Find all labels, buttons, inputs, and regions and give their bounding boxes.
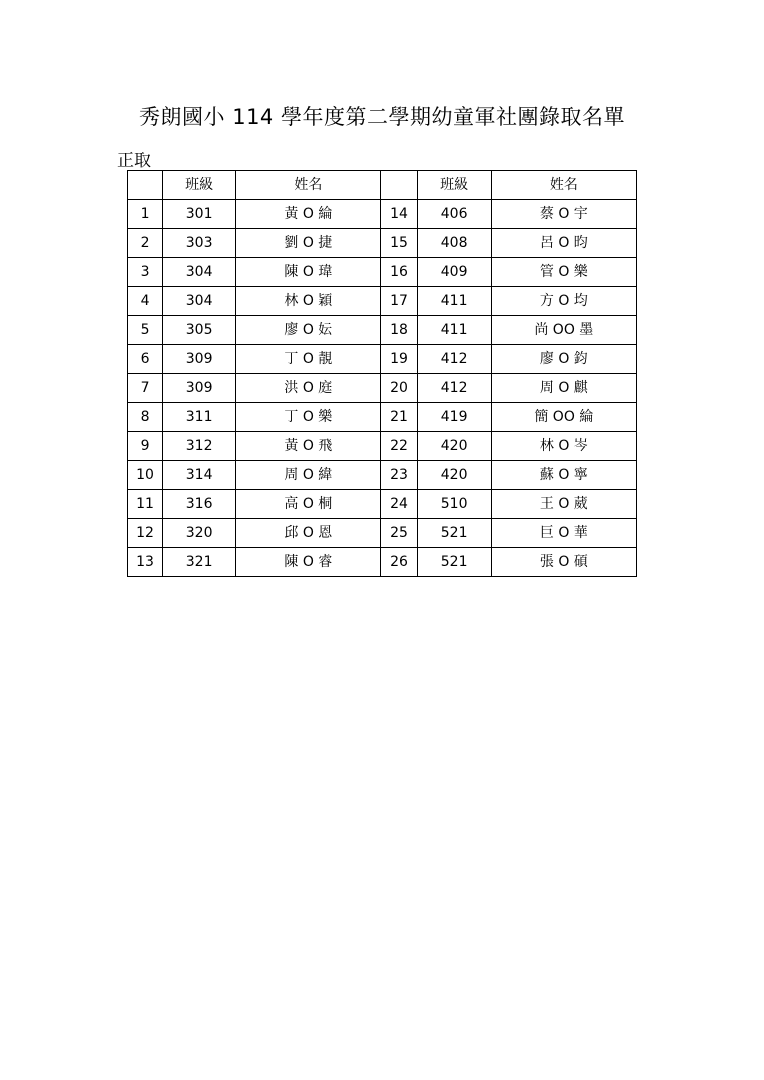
name-cell-left: 邱 O 恩 [236,519,381,548]
class-cell-left: 303 [163,229,236,258]
class-cell-right: 521 [417,548,491,577]
row-number-right: 22 [381,432,417,461]
table-header-row [128,171,637,200]
header-name-right: 姓名 [491,171,636,200]
table-row [128,287,637,316]
name-cell-left: 林 O 穎 [236,287,381,316]
row-number-left: 3 [128,258,163,287]
name-cell-right: 林 O 岑 [491,432,636,461]
row-number-right: 14 [381,200,417,229]
row-number-left: 8 [128,403,163,432]
class-cell-left: 314 [163,461,236,490]
page-title: 秀朗國小 114 學年度第二學期幼童軍社團錄取名單 [139,105,625,129]
name-cell-right: 廖 O 鈞 [491,345,636,374]
header-name-left: 姓名 [236,171,381,200]
row-number-right: 24 [381,490,417,519]
name-cell-left: 劉 O 捷 [236,229,381,258]
table-row [128,200,637,229]
table-row [128,403,637,432]
class-cell-left: 311 [163,403,236,432]
row-number-left: 2 [128,229,163,258]
name-cell-right: 尚 OO 墨 [491,316,636,345]
row-number-left: 9 [128,432,163,461]
name-cell-right: 呂 O 昀 [491,229,636,258]
class-cell-left: 320 [163,519,236,548]
row-number-right: 25 [381,519,417,548]
row-number-right: 26 [381,548,417,577]
class-cell-right: 521 [417,519,491,548]
class-cell-left: 309 [163,374,236,403]
table-row [128,432,637,461]
class-cell-left: 304 [163,287,236,316]
table-row [128,229,637,258]
row-number-left: 12 [128,519,163,548]
name-cell-left: 洪 O 庭 [236,374,381,403]
header-no-left [128,171,163,200]
name-cell-right: 蘇 O 寧 [491,461,636,490]
class-cell-right: 420 [417,461,491,490]
class-cell-left: 316 [163,490,236,519]
name-cell-right: 張 O 碩 [491,548,636,577]
table-row [128,461,637,490]
name-cell-left: 高 O 桐 [236,490,381,519]
row-number-right: 21 [381,403,417,432]
row-number-right: 15 [381,229,417,258]
class-cell-right: 408 [417,229,491,258]
name-cell-right: 管 O 樂 [491,258,636,287]
header-class-right: 班級 [417,171,491,200]
name-cell-left: 丁 O 樂 [236,403,381,432]
class-cell-right: 510 [417,490,491,519]
name-cell-right: 周 O 麒 [491,374,636,403]
name-cell-left: 黃 O 綸 [236,200,381,229]
row-number-left: 13 [128,548,163,577]
class-cell-left: 309 [163,345,236,374]
table-row [128,490,637,519]
row-number-left: 11 [128,490,163,519]
header-no-right [381,171,417,200]
name-cell-right: 簡 OO 綸 [491,403,636,432]
class-cell-left: 305 [163,316,236,345]
row-number-left: 5 [128,316,163,345]
section-label: 正取 [117,151,151,171]
name-cell-right: 王 O 葳 [491,490,636,519]
name-cell-left: 廖 O 妘 [236,316,381,345]
table-row [128,374,637,403]
name-cell-right: 巨 O 華 [491,519,636,548]
row-number-right: 19 [381,345,417,374]
roster-table [127,170,637,577]
name-cell-right: 蔡 O 宇 [491,200,636,229]
table-row [128,258,637,287]
class-cell-right: 412 [417,374,491,403]
header-class-left: 班級 [163,171,236,200]
row-number-right: 17 [381,287,417,316]
row-number-right: 18 [381,316,417,345]
class-cell-right: 406 [417,200,491,229]
table-row [128,345,637,374]
table-row [128,519,637,548]
row-number-left: 1 [128,200,163,229]
name-cell-left: 黃 O 飛 [236,432,381,461]
row-number-left: 6 [128,345,163,374]
row-number-left: 10 [128,461,163,490]
row-number-left: 7 [128,374,163,403]
class-cell-right: 412 [417,345,491,374]
class-cell-right: 411 [417,316,491,345]
row-number-left: 4 [128,287,163,316]
row-number-right: 16 [381,258,417,287]
class-cell-left: 301 [163,200,236,229]
name-cell-left: 周 O 緯 [236,461,381,490]
name-cell-left: 陳 O 瑋 [236,258,381,287]
class-cell-left: 304 [163,258,236,287]
table-row [128,548,637,577]
class-cell-left: 321 [163,548,236,577]
class-cell-right: 419 [417,403,491,432]
name-cell-right: 方 O 均 [491,287,636,316]
row-number-right: 20 [381,374,417,403]
class-cell-right: 420 [417,432,491,461]
row-number-right: 23 [381,461,417,490]
name-cell-left: 陳 O 睿 [236,548,381,577]
table-row [128,316,637,345]
name-cell-left: 丁 O 靚 [236,345,381,374]
class-cell-right: 409 [417,258,491,287]
class-cell-left: 312 [163,432,236,461]
class-cell-right: 411 [417,287,491,316]
